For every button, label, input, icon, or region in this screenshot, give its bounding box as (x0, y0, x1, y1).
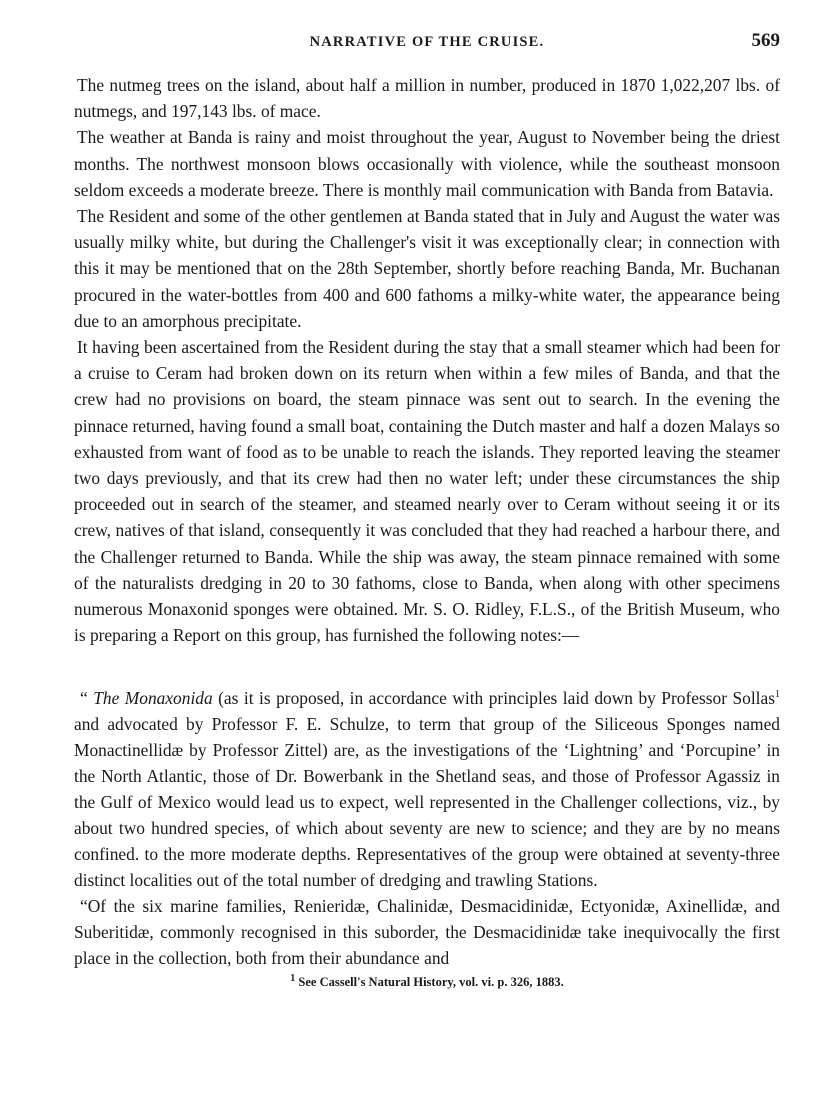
page-number: 569 (751, 30, 780, 51)
monaxonida-term: The Monaxonida (93, 688, 213, 709)
paragraph: The weather at Banda is rainy and moist throughout the year, August to November being the driest months. The northwest monsoon blows occasionally with violence, while the southeast monsoon seldom exceeds a moderate breeze. There is monthly mail communication with Banda from Batavia. (74, 127, 780, 200)
paragraph: It having been ascertained from the Resident during the stay that a small steamer which had been for a cruise to Ceram had broken down on its return when within a few miles of Banda, and that the crew had no provisions on board, the steam pinnace was sent out to search. In the evening the pinnace returned, having found a small boat, containing the Dutch master and half a dozen Malays so exhausted from want of food as to be unable to reach the islands. They reported leaving the steamer two days previously, and that its crew had then no water left; under these circumstances the ship proceeded out in search of the steamer, and steamed nearly over to Ceram without seeing it or its crew, natives of that island, consequently it was concluded that they had reached a harbour there, and the Challenger returned to Banda. While the ship was away, the steam pinnace remained with some of the naturalists dredging in 20 to 30 fathoms, close to Banda, when along with other specimens numerous Monaxonid sponges were obtained. Mr. S. O. Ridley, F.L.S., of the British Museum, who is preparing a Report on this group, has furnished the following notes:— (74, 337, 780, 646)
quote-text: and advocated by Professor F. E. Schulze, to term that group of the Siliceous Sponges named Monactinellidæ by Professor Zittel) are, as the investigations of the ‘Lightning’ and ‘Porcupine’ in the North Atlantic, those of Dr. Bowerbank in the Shetland seas, and those of Professor Agassiz in the Gulf of Mexico would lead us to expect, well represented in the Challenger collections, viz., by about two hundred species, of which about seventy are new to science; and they are by no means confined. to the more moderate depths. Representatives of the group were obtained at seventy-three distinct localities out of the total number of dredging and trawling Stations. (74, 714, 780, 890)
footnote (74, 973, 780, 991)
document-page (74, 28, 780, 991)
footnote-reference: 1 (775, 689, 780, 701)
footnote-text: See Cassell's Natural History, vol. vi. p. 326, 1883. (295, 975, 564, 990)
running-title: NARRATIVE OF THE CRUISE. (309, 34, 545, 50)
paragraph: The Resident and some of the other gentlemen at Banda stated that in July and August the water was usually milky white, but during the Challenger's visit it was exceptionally clear; in connection with this it may be mentioned that on the 28th September, shortly before reaching Banda, Mr. Buchanan procured in the water-bottles from 400 and 600 fathoms a milky-white water, the appearance being due to an amorphous precipitate. (74, 206, 780, 331)
paragraph: The nutmeg trees on the island, about half a million in number, produced in 1870 1,022,207 lbs. of nutmegs, and 197,143 lbs. of mace. (74, 75, 780, 122)
quote-text: (as it is proposed, in accordance with principles laid down by Professor Sollas (212, 688, 775, 709)
quote-paragraph (74, 686, 780, 893)
footnote-marker: 1 (290, 973, 296, 985)
quoted-notes (74, 686, 780, 971)
body-text (74, 72, 780, 648)
quote-paragraph: “Of the six marine families, Renieridæ, Chalinidæ, Desmacidinidæ, Ectyonidæ, Axinellidæ, and Suberitidæ, commonly recognised in this suborder, the Desmacidinidæ take inequivocally the first place in the collection, both from their abundance and (74, 895, 780, 968)
quote-open: “ (80, 688, 94, 709)
running-header (74, 28, 780, 58)
